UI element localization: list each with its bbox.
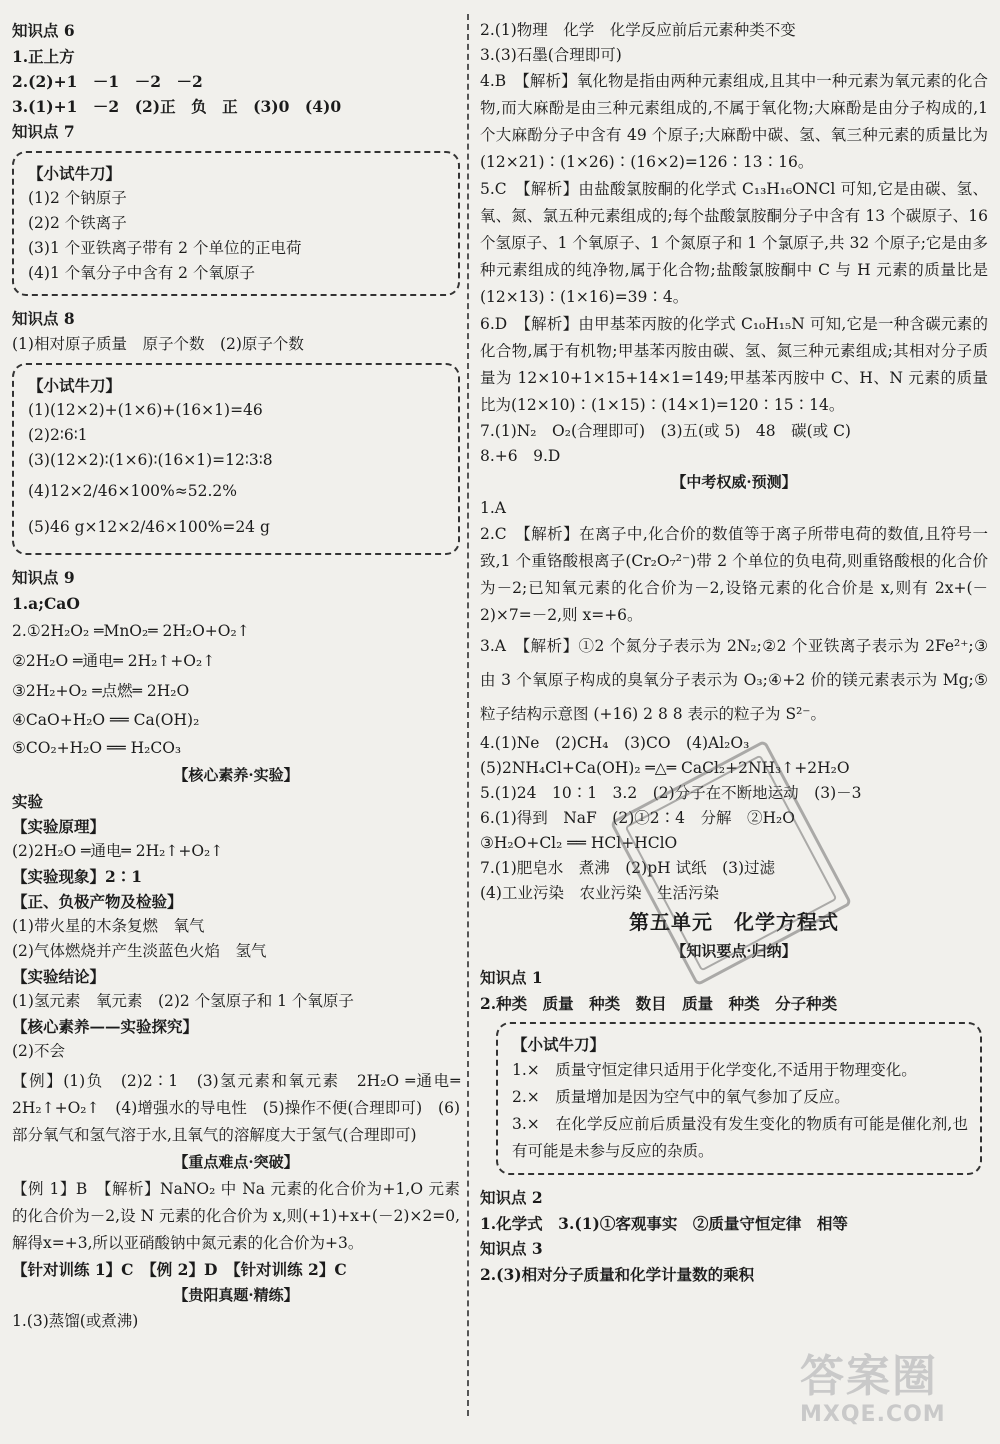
- answer-line: 1.a;CaO: [12, 594, 80, 613]
- box-line: 1.× 质量守恒定律只适用于化学变化,不适用于物理变化。: [512, 1061, 917, 1079]
- answer-line: (4)工业污染 农业污染 生活污染: [480, 884, 719, 902]
- answer-line: 1.(3)蒸馏(或煮沸): [12, 1312, 139, 1330]
- equation-line: (5)2NH₄Cl+Ca(OH)₂ ═△═ CaCl₂+2NH₃↑+2H₂O: [480, 759, 850, 777]
- box-line: (2)2∶6∶1: [28, 426, 88, 444]
- answer-line: 4.(1)Ne (2)CH₄ (3)CO (4)Al₂O₃: [480, 734, 750, 752]
- answer-line: 7.(1)N₂ O₂(合理即可) (3)五(或 5) 48 碳(或 C): [480, 422, 851, 440]
- logo-text: 答案圈: [800, 1351, 938, 1402]
- practice-box: [12, 151, 460, 296]
- answer-line: 1.正上方: [12, 47, 75, 66]
- section-heading: 知识点 7: [12, 122, 75, 141]
- section-heading: 知识点 3: [480, 1239, 543, 1258]
- analysis-paragraph: 6.D 【解析】由甲基苯丙胺的化学式 C₁₀H₁₅N 可知,它是一种含碳元素的化合物,属于有机物;甲基苯丙胺由碳、氢、氮三种元素组成;其相对分子质量为 12×10+1×15+14×1=149;甲基苯丙胺中 C、H、N 元素的质量比为(12×10)∶(1×15)∶(14×1)=120∶15∶14。: [480, 315, 988, 414]
- equation-line: ③H₂O+Cl₂ ══ HCl+HClO: [480, 834, 678, 852]
- box-line: (3)1 个亚铁离子带有 2 个单位的正电荷: [28, 239, 302, 257]
- box-line: 2.× 质量增加是因为空气中的氧气参加了反应。: [512, 1088, 850, 1106]
- section-tag: 【重点难点·突破】: [173, 1153, 299, 1171]
- answer-line: 【针对训练 1】C 【例 2】D 【针对训练 2】C: [12, 1260, 347, 1279]
- site-logo: [800, 1352, 995, 1440]
- column-divider: [467, 14, 469, 1416]
- answer-line: 【正、负极产物及检验】: [12, 892, 183, 911]
- analysis-paragraph: 4.B 【解析】氧化物是指由两种元素组成,且其中一种元素为氧元素的化合物,而大麻酚是由三种元素组成的,不属于氧化物;大麻酚是由分子构成的,1 个大麻酚分子中含有 49 个原子;大麻酚中碳、氢、氧三种元素的质量比为(12×21)∶(1×26)∶(16×2)=126∶13∶16。: [480, 72, 988, 171]
- analysis-paragraph: 2.C 【解析】在离子中,化合价的数值等于离子所带电荷的数值,且符号一致,1 个重铬酸根离子(Cr₂O₇²⁻)带 2 个单位的负电荷,则重铬酸根的化合价为－2;已知氧元素的化合价为－2,设铬元素的化合价是 x,则有 2x+(－2)×7=－2,则 x=+6。: [480, 525, 988, 624]
- answer-line: 2.(2)+1 －1 －2 －2: [12, 72, 203, 91]
- section-heading: 知识点 2: [480, 1188, 543, 1207]
- example-paragraph: 【例】(1)负 (2)2∶1 (3)氢元素和氧元素 2H₂O ═通电═ 2H₂↑+O₂↑ (4)增强水的导电性 (5)操作不便(合理即可) (6)部分氧气和氢气溶于水,且氧气的溶解度大于氢气(合理即可): [12, 1072, 460, 1144]
- equation-line: ②2H₂O ═通电═ 2H₂↑+O₂↑: [12, 652, 216, 670]
- practice-box: [12, 363, 460, 555]
- equation-line: ③2H₂+O₂ ═点燃═ 2H₂O: [12, 682, 190, 700]
- box-line: (1)(12×2)+(1×6)+(16×1)=46: [28, 401, 263, 419]
- section-tag: 【核心素养·实验】: [173, 766, 299, 784]
- answer-line: 3.(1)+1 －2 (2)正 负 正 (3)0 (4)0: [12, 97, 342, 116]
- answer-line: (2)不会: [12, 1042, 65, 1060]
- section-heading: 知识点 1: [480, 968, 543, 987]
- answer-line: (1)相对原子质量 原子个数 (2)原子个数: [12, 335, 304, 353]
- answer-line: 【实验现象】2∶1: [12, 867, 143, 886]
- box-line: (4)1 个氧分子中含有 2 个氧原子: [28, 264, 255, 282]
- practice-box: [496, 1022, 982, 1175]
- answer-line: 2.(1)物理 化学 化学反应前后元素种类不变: [480, 21, 796, 39]
- answer-line: 7.(1)肥皂水 煮沸 (2)pH 试纸 (3)过滤: [480, 859, 776, 877]
- box-title: 【小试牛刀】: [512, 1035, 606, 1054]
- answer-line: 2.(3)相对分子质量和化学计量数的乘积: [480, 1265, 755, 1284]
- left-column: [12, 18, 460, 1334]
- equation-line: 2.①2H₂O₂ ═MnO₂═ 2H₂O+O₂↑: [12, 622, 250, 640]
- box-line: (5)46 g×12×2/46×100%=24 g: [28, 518, 270, 536]
- box-title: 【小试牛刀】: [28, 376, 122, 395]
- answer-line: 【实验原理】: [12, 817, 106, 836]
- box-line: (4)12×2/46×100%≈52.2%: [28, 482, 238, 500]
- answer-line: 【实验结论】: [12, 967, 106, 986]
- answer-line: 1.化学式 3.(1)①客观事实 ②质量守恒定律 相等: [480, 1214, 848, 1233]
- right-column: [480, 18, 988, 1287]
- analysis-paragraph: 5.C 【解析】由盐酸氯胺酮的化学式 C₁₃H₁₆ONCl 可知,它是由碳、氢、氧、氮、氯五种元素组成的;每个盐酸氯胺酮分子中含有 13 个碳原子、16 个氢原子、1 个氧原子、1 个氮原子和 1 个氯原子,共 32 个原子;它是由多种元素组成的纯净物,属于化合物;盐酸氯胺酮中 C 与 H 元素的质量比是(12×13)∶(1×16)=39∶4。: [480, 180, 988, 306]
- unit-title: 第五单元 化学方程式: [629, 910, 839, 934]
- box-title: 【小试牛刀】: [28, 164, 122, 183]
- answer-line: (2)气体燃烧并产生淡蓝色火焰 氢气: [12, 942, 267, 960]
- section-tag: 【知识要点·归纳】: [671, 942, 797, 960]
- section-heading: 知识点 9: [12, 568, 75, 587]
- section-tag: 【中考权威·预测】: [671, 473, 797, 491]
- logo-url: MXQE.COM: [800, 1402, 946, 1427]
- section-heading: 知识点 8: [12, 309, 75, 328]
- equation-line: (2)2H₂O ═通电═ 2H₂↑+O₂↑: [12, 842, 224, 860]
- answer-line: 实验: [12, 792, 44, 811]
- box-line: (3)(12×2)∶(1×6)∶(16×1)=12∶3∶8: [28, 451, 273, 469]
- answer-line: (1)带火星的木条复燃 氧气: [12, 917, 205, 935]
- answer-line: 5.(1)24 10∶1 3.2 (2)分子在不断地运动 (3)－3: [480, 784, 862, 802]
- answer-line: 6.(1)得到 NaF (2)①2∶4 分解 ②H₂O: [480, 809, 795, 827]
- box-line: 3.× 在化学反应前后质量没有发生变化的物质有可能是催化剂,也有可能是未参与反应的杂质。: [512, 1115, 968, 1160]
- analysis-paragraph: 【例 1】B 【解析】NaNO₂ 中 Na 元素的化合价为+1,O 元素的化合价为－2,设 N 元素的化合价为 x,则(+1)+x+(－2)×2=0,解得x=+3,所以亚硝酸钠中氮元素的化合价为+3。: [12, 1180, 460, 1252]
- equation-line: ⑤CO₂+H₂O ══ H₂CO₃: [12, 739, 182, 757]
- answer-line: 3.(3)石墨(合理即可): [480, 46, 622, 64]
- answer-line: 2.种类 质量 种类 数目 质量 种类 分子种类: [480, 994, 838, 1013]
- answer-line: (1)氢元素 氧元素 (2)2 个氢原子和 1 个氧原子: [12, 992, 354, 1010]
- equation-line: ④CaO+H₂O ══ Ca(OH)₂: [12, 711, 200, 729]
- analysis-paragraph: 3.A 【解析】①2 个氮分子表示为 2N₂;②2 个亚铁离子表示为 2Fe²⁺;③由 3 个氧原子构成的臭氧分子表示为 O₃;④+2 价的镁元素表示为 Mg;⑤粒子结构示意图 (+16) 2 8 8 表示的粒子为 S²⁻。: [480, 637, 988, 723]
- answer-line: 1.A: [480, 499, 506, 517]
- box-line: (1)2 个钠原子: [28, 189, 127, 207]
- section-tag: 【贵阳真题·精练】: [173, 1286, 299, 1304]
- section-heading: 知识点 6: [12, 21, 75, 40]
- box-line: (2)2 个铁离子: [28, 214, 127, 232]
- answer-line: 【核心素养——实验探究】: [12, 1017, 199, 1036]
- answer-line: 8.+6 9.D: [480, 447, 561, 465]
